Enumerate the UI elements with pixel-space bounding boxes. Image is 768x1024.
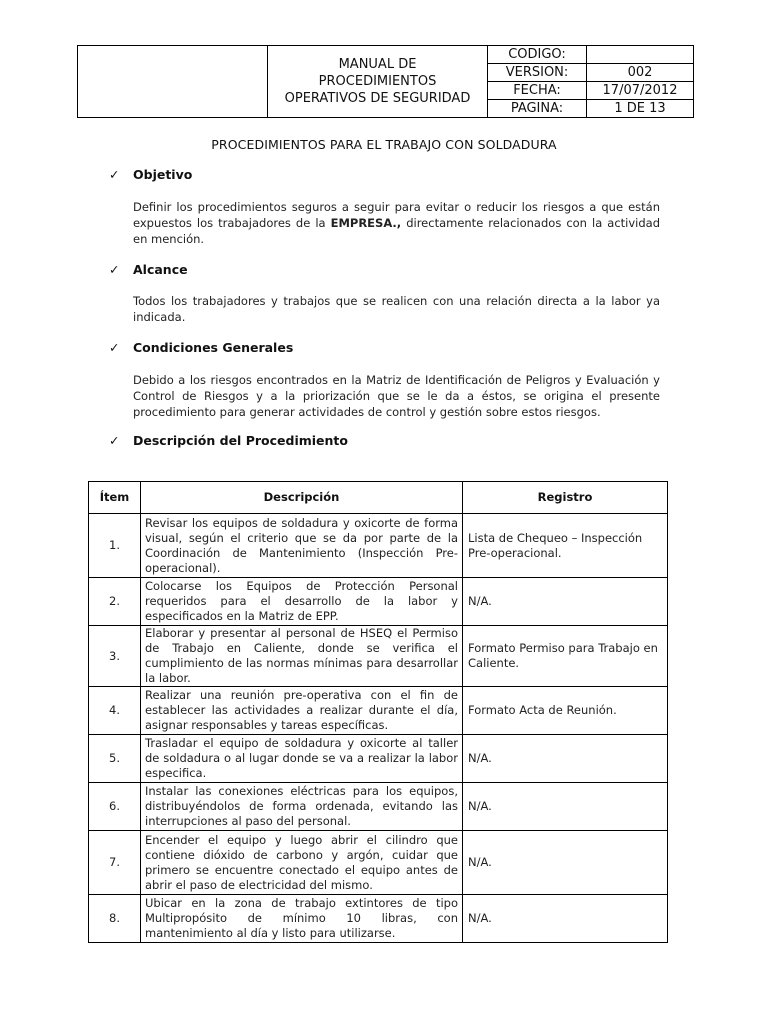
version-label: VERSION: <box>488 64 587 82</box>
checkmark-icon: ✓ <box>109 262 120 277</box>
alcance-paragraph: Todos los trabajadores y trabajos que se realicen con una relación directa a la labor ya indicada. <box>133 294 660 324</box>
row-registro: Lista de Chequeo – Inspección Pre-operacional. <box>463 514 668 578</box>
column-header-registro: Registro <box>463 482 668 514</box>
codigo-value <box>587 46 694 64</box>
section-alcance-heading <box>109 262 188 277</box>
version-value: 002 <box>587 64 694 82</box>
column-header-descripcion: Descripción <box>141 482 463 514</box>
section-heading-text: Condiciones Generales <box>133 340 294 355</box>
manual-title-line: OPERATIVOS DE SEGURIDAD <box>284 91 471 106</box>
table-row <box>89 687 668 735</box>
pagina-label: PAGINA: <box>488 100 587 118</box>
procedure-table <box>88 481 668 943</box>
manual-title-line: MANUAL DE <box>338 57 417 72</box>
row-item: 7. <box>89 831 141 895</box>
section-heading-text: Objetivo <box>133 167 193 182</box>
section-descripcion-heading <box>109 433 348 448</box>
empresa-bold: EMPRESA., <box>330 216 402 230</box>
row-description: Encender el equipo y luego abrir el cilindro que contiene dióxido de carbono y argón, cuidar que primero se encuentre conectado el equipo antes de abrir el paso de electricidad del mismo. <box>141 831 463 895</box>
section-heading-text: Alcance <box>133 262 188 277</box>
checkmark-icon: ✓ <box>109 167 120 182</box>
row-registro: N/A. <box>463 735 668 783</box>
row-description: Ubicar en la zona de trabajo extintores de tipo Multipropósito de mínimo 10 libras, con mantenimiento al día y listo para utilizarse. <box>141 895 463 943</box>
table-row <box>89 831 668 895</box>
codigo-label: CODIGO: <box>488 46 587 64</box>
table-header-row <box>89 482 668 514</box>
manual-title-line: PROCEDIMIENTOS <box>318 74 437 89</box>
row-item: 6. <box>89 783 141 831</box>
section-condiciones-heading <box>109 340 293 355</box>
table-row <box>89 895 668 943</box>
row-description: Revisar los equipos de soldadura y oxicorte de forma visual, según el criterio que se da por parte de la Coordinación de Mantenimiento (Inspección Pre-operacional). <box>141 514 463 578</box>
row-registro: Formato Acta de Reunión. <box>463 687 668 735</box>
row-registro: N/A. <box>463 895 668 943</box>
document-header-table <box>77 45 694 118</box>
fecha-label: FECHA: <box>488 82 587 100</box>
document-title: PROCEDIMIENTOS PARA EL TRABAJO CON SOLDADURA <box>211 137 557 152</box>
pagina-value: 1 DE 13 <box>587 100 694 118</box>
section-heading-text: Descripción del Procedimiento <box>133 433 348 448</box>
section-objetivo-heading <box>109 167 192 182</box>
row-item: 8. <box>89 895 141 943</box>
table-row <box>89 783 668 831</box>
checkmark-icon: ✓ <box>109 433 120 448</box>
row-item: 2. <box>89 578 141 626</box>
row-description: Realizar una reunión pre-operativa con el fin de establecer las actividades a realizar durante el día, asignar responsables y tareas específicas. <box>141 687 463 735</box>
condiciones-paragraph: Debido a los riesgos encontrados en la Matriz de Identificación de Peligros y Evaluación y Control de Riesgos y a la priorización que se le da a éstos, se origina el presente procedimiento para generar actividades de control y gestión sobre estos riesgos. <box>133 373 660 419</box>
column-header-item: Ítem <box>89 482 141 514</box>
row-registro: Formato Permiso para Trabajo en Caliente. <box>463 626 668 687</box>
table-row <box>89 578 668 626</box>
table-row <box>89 514 668 578</box>
row-item: 3. <box>89 626 141 687</box>
objetivo-paragraph <box>133 199 660 247</box>
row-description: Instalar las conexiones eléctricas para los equipos, distribuyéndolos de forma ordenada, evitando las interrupciones al paso del personal. <box>141 783 463 831</box>
row-item: 1. <box>89 514 141 578</box>
fecha-value: 17/07/2012 <box>587 82 694 100</box>
objetivo-text-end: directamente relacionados con la actividad en mención. <box>133 216 660 246</box>
row-registro: N/A. <box>463 783 668 831</box>
row-description: Colocarse los Equipos de Protección Personal requeridos para el desarrollo de la labor y especificados en la Matriz de EPP. <box>141 578 463 626</box>
row-description: Elaborar y presentar al personal de HSEQ el Permiso de Trabajo en Caliente, donde se verifica el cumplimiento de las normas mínimas para desarrollar la labor. <box>141 626 463 687</box>
row-item: 4. <box>89 687 141 735</box>
objetivo-text: Definir los procedimientos seguros a seguir para evitar o reducir los riesgos a que están expuestos los trabajadores de la <box>133 200 660 230</box>
row-item: 5. <box>89 735 141 783</box>
checkmark-icon: ✓ <box>109 340 120 355</box>
table-row <box>89 626 668 687</box>
logo-cell <box>78 46 268 118</box>
row-description: Trasladar el equipo de soldadura y oxicorte al taller de soldadura o al lugar donde se va a realizar la labor especifica. <box>141 735 463 783</box>
table-row <box>89 735 668 783</box>
manual-title <box>268 46 488 118</box>
row-registro: N/A. <box>463 578 668 626</box>
row-registro: N/A. <box>463 831 668 895</box>
